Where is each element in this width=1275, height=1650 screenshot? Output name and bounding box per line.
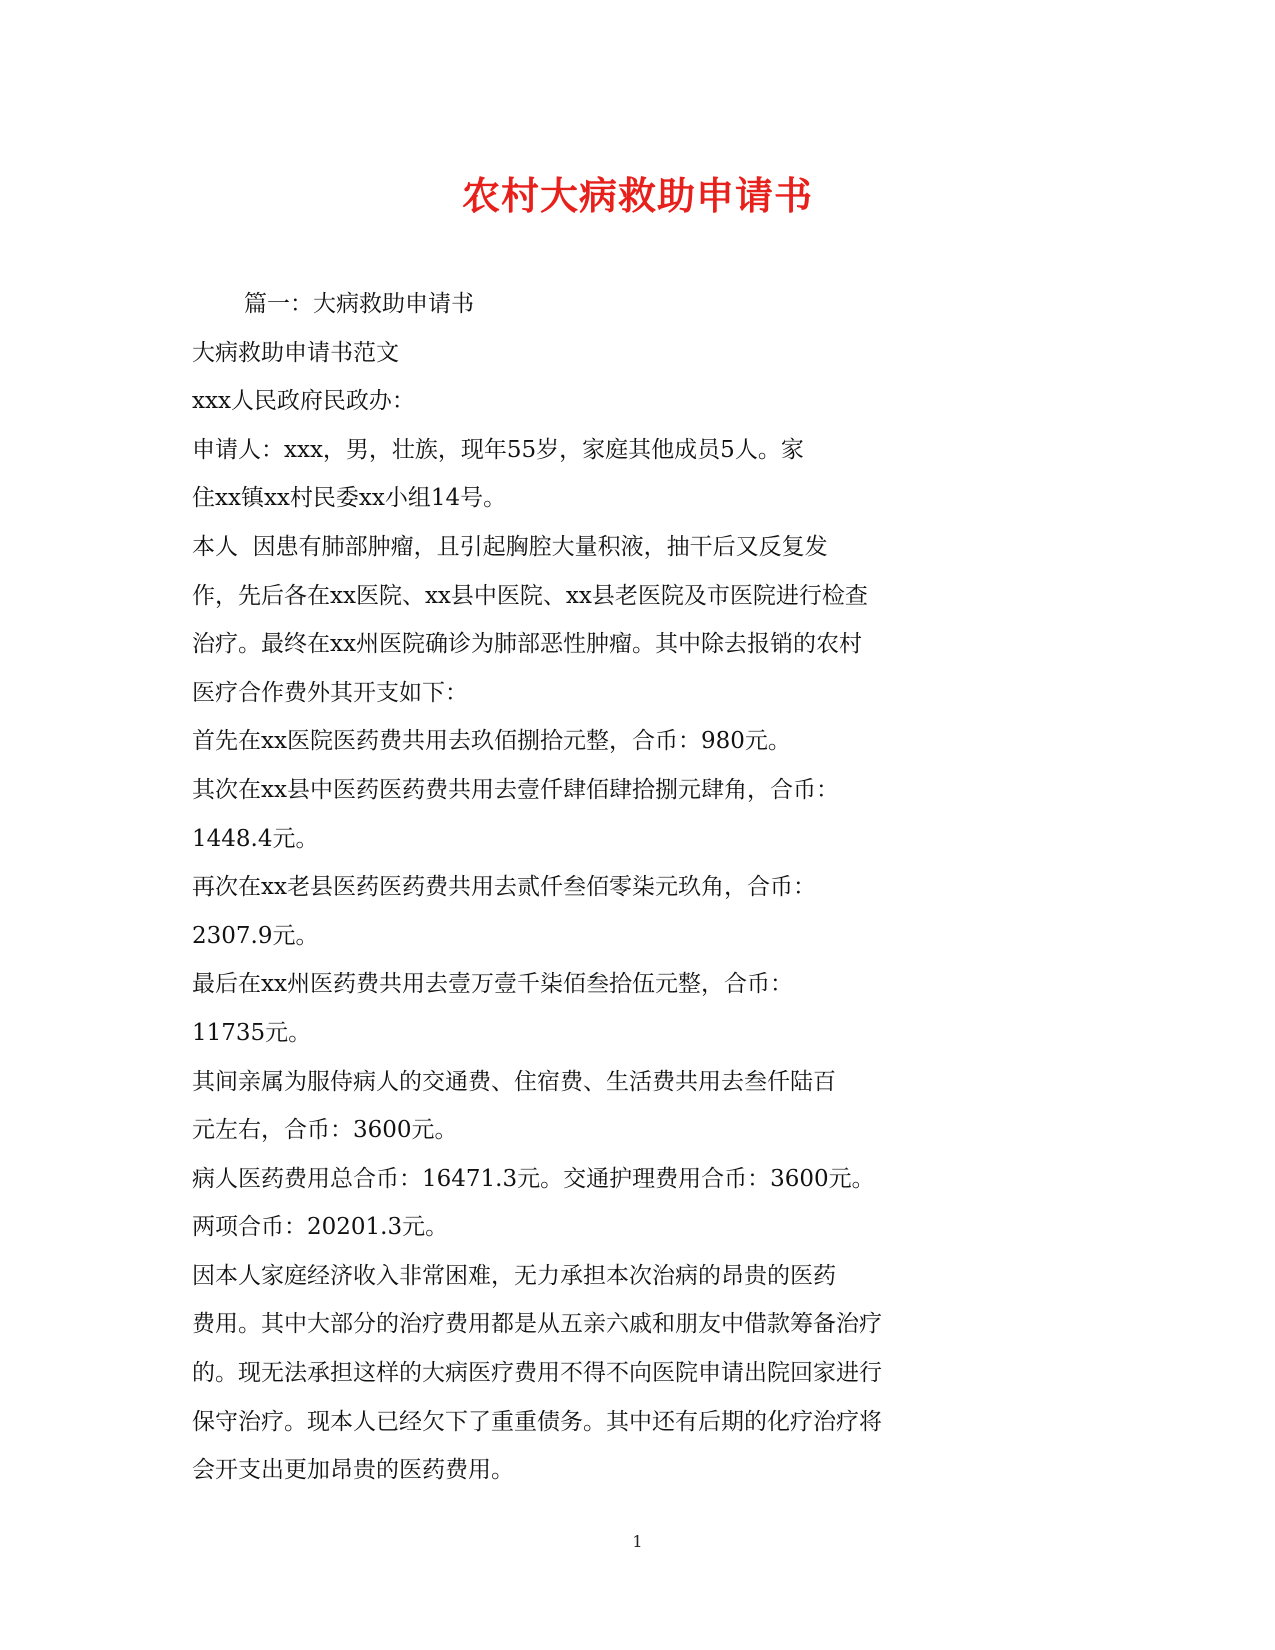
body-line: 保守治疗。现本人已经欠下了重重债务。其中还有后期的化疗治疗将 [192,1408,882,1435]
page-number: 1 [632,1532,643,1551]
body-line: 其间亲属为服侍病人的交通费、住宿费、生活费共用去叁仟陆百 [192,1068,836,1095]
body-line: 医疗合作费外其开支如下： [192,679,468,706]
body-line: 因本人家庭经济收入非常困难，无力承担本次治病的昂贵的医药 [192,1262,836,1289]
body-line: 再次在xx老县医药医药费共用去贰仟叁佰零柒元玖角，合币： [192,874,816,901]
body-line: 最后在xx州医药费共用去壹万壹千柒佰叁拾伍元整，合币： [192,971,793,998]
body-line: 11735元。 [192,1019,312,1046]
body-line: 住xx镇xx村民委xx小组14号。 [192,485,507,512]
body-line: 1448.4元。 [192,825,319,852]
body-line: 两项合币：20201.3元。 [192,1214,449,1241]
body-line: 大病救助申请书范文 [192,339,399,366]
body-line: 会开支出更加昂贵的医药费用。 [192,1457,514,1484]
body-line: 费用。其中大部分的治疗费用都是从五亲六戚和朋友中借款筹备治疗 [192,1311,882,1338]
body-line: 作，先后各在xx医院、xx县中医院、xx县老医院及市医院进行检查 [192,582,868,609]
body-line: 其次在xx县中医药医药费共用去壹仟肆佰肆拾捌元肆角，合币： [192,776,839,803]
body-line: 病人医药费用总合币：16471.3元。交通护理费用合币：3600元。 [192,1165,875,1192]
section-heading: 篇一：大病救助申请书 [244,291,474,317]
body-line: 本人 因患有肺部肿瘤，且引起胸腔大量积液，抽干后又反复发 [192,533,828,560]
body-line: 2307.9元。 [192,922,319,949]
body-line: 申请人：xxx，男，壮族，现年55岁，家庭其他成员5人。家 [192,436,804,463]
document-title: 农村大病救助申请书 [461,173,813,218]
body-line: 元左右，合币：3600元。 [192,1117,458,1144]
body-line: 的。现无法承担这样的大病医疗费用不得不向医院申请出院回家进行 [192,1360,882,1387]
document-body [192,280,952,1495]
body-line: xxx人民政府民政办： [192,388,415,415]
body-line: 首先在xx医院医药费共用去玖佰捌拾元整，合币：980元。 [192,728,791,755]
body-line: 治疗。最终在xx州医院确诊为肺部恶性肿瘤。其中除去报销的农村 [192,631,862,658]
